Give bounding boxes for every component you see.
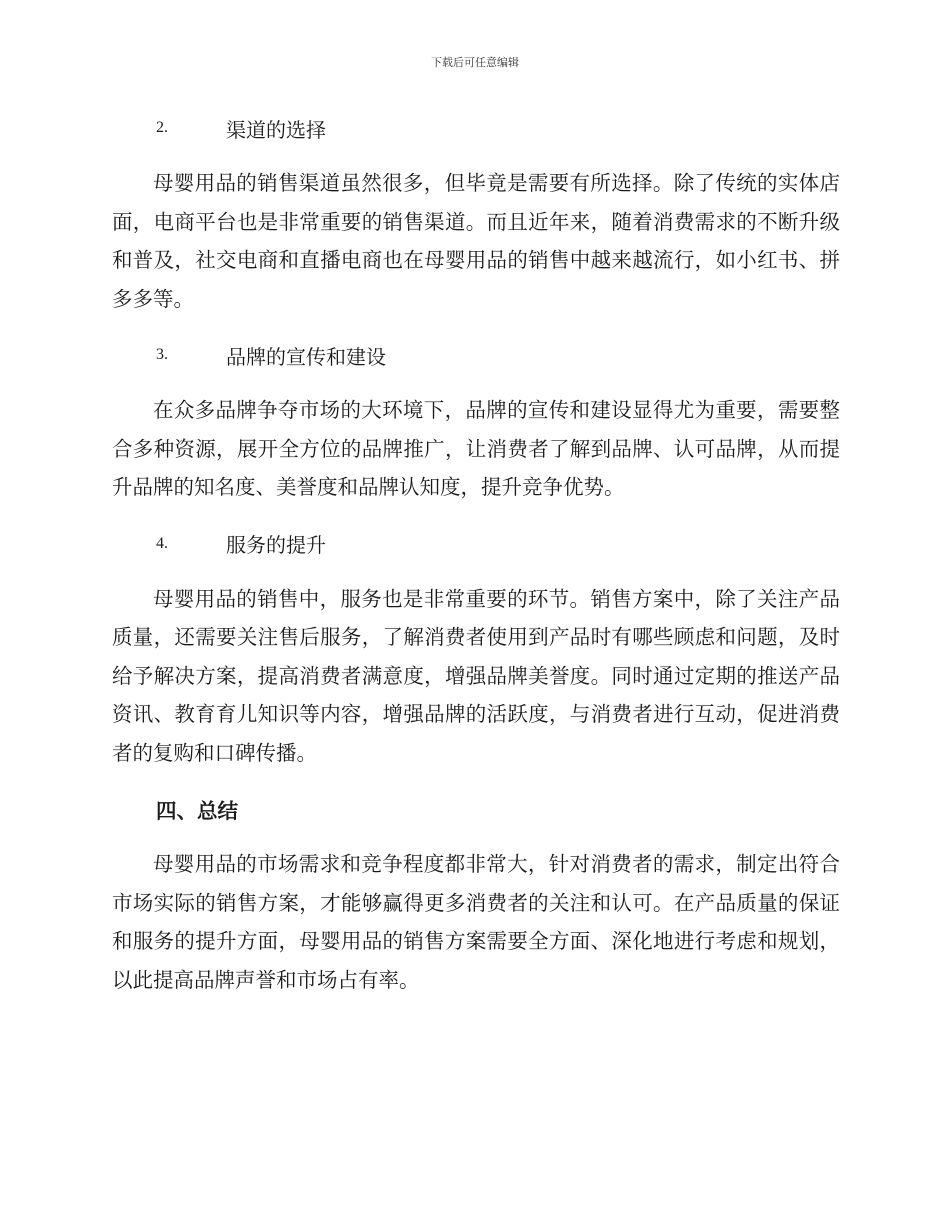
item-heading-service [112, 524, 840, 564]
paragraph-channels: 母婴用品的销售渠道虽然很多，但毕竟是需要有所选择。除了传统的实体店面，电商平台也是非常重要的销售渠道。而且近年来，随着消费需求的不断升级和普及，社交电商和直播电商也在母婴用品的销售中越来越流行，如小红书、拼多多等。 [112, 171, 840, 311]
section-heading-conclusion: 四、总结 [156, 799, 238, 823]
item-title: 品牌的宣传和建设 [226, 344, 386, 369]
paragraph-service: 母婴用品的销售中，服务也是非常重要的环节。销售方案中，除了关注产品质量，还需要关注售后服务，了解消费者使用到产品时有哪些顾虑和问题，及时给予解决方案，提高消费者满意度，增强品牌美誉度。同时通过定期的推送产品资讯、教育育儿知识等内容，增强品牌的活跃度，与消费者进行互动，促进消费者的复购和口碑传播。 [112, 586, 840, 765]
item-number: 2. [156, 119, 168, 136]
page-header: 下载后可任意编辑 [431, 56, 519, 69]
item-heading-channels [112, 108, 840, 148]
item-title: 渠道的选择 [226, 117, 326, 142]
item-number: 3. [156, 346, 168, 363]
item-number: 4. [156, 534, 168, 552]
document-body [112, 108, 840, 999]
item-heading-brand [112, 335, 840, 375]
paragraph-conclusion: 母婴用品的市场需求和竞争程度都非常大，针对消费者的需求，制定出符合市场实际的销售方案，才能够赢得更多消费者的关注和认可。在产品质量的保证和服务的提升方面，母婴用品的销售方案需要全方面、深化地进行考虑和规划，以此提高品牌声誉和市场占有率。 [112, 852, 840, 992]
item-title: 服务的提升 [226, 533, 326, 557]
paragraph-brand: 在众多品牌争夺市场的大环境下，品牌的宣传和建设显得尤为重要，需要整合多种资源，展开全方位的品牌推广，让消费者了解到品牌、认可品牌，从而提升品牌的知名度、美誉度和品牌认知度，提升竞争优势。 [112, 398, 840, 499]
